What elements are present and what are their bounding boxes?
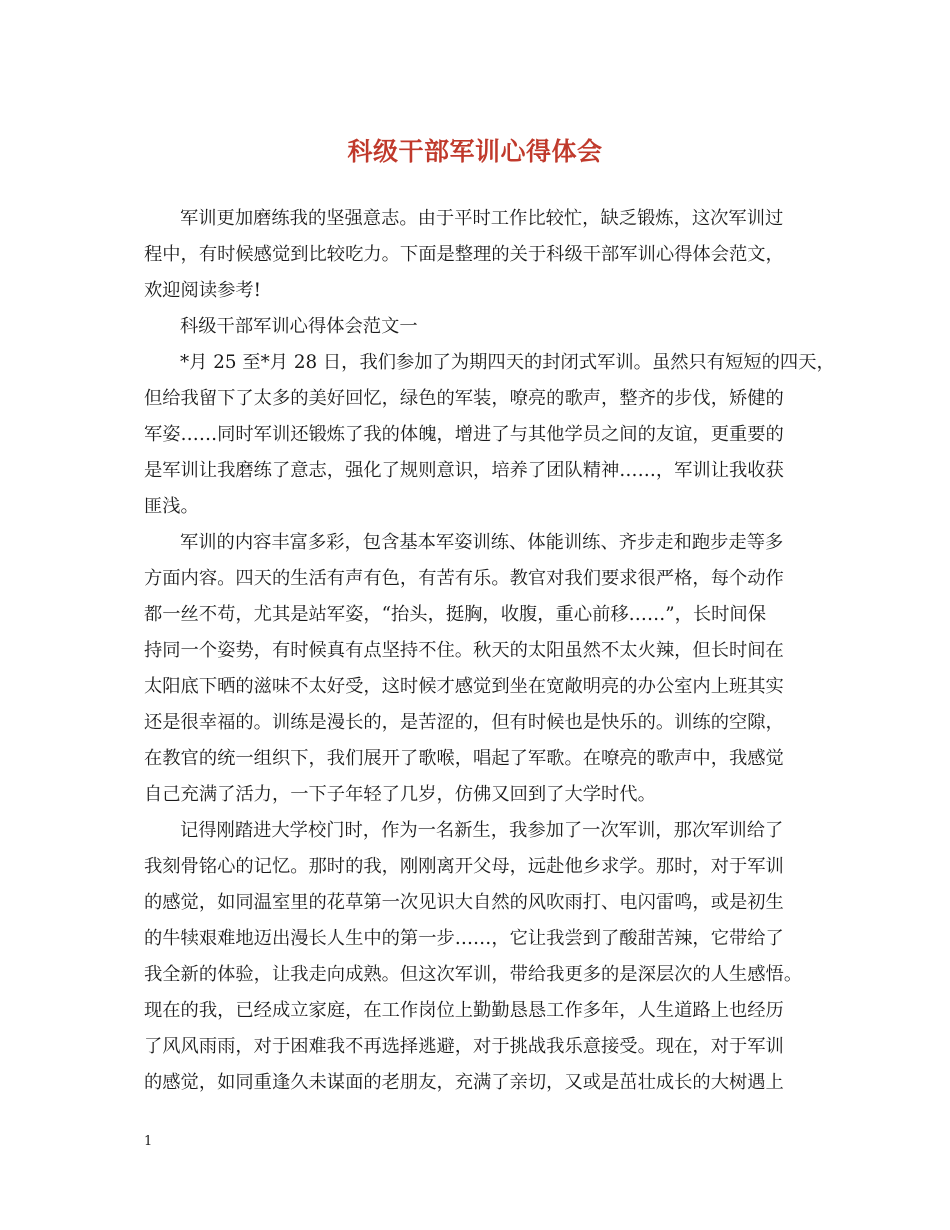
text-line: 军姿……同时军训还锻炼了我的体魄，增进了与其他学员之间的友谊，更重要的 bbox=[144, 424, 784, 445]
text-line: 程中，有时候感觉到比较吃力。下面是整理的关于科级干部军训心得体会范文， bbox=[144, 244, 784, 265]
text-line: 还是很幸福的。训练是漫长的，是苦涩的，但有时候也是快乐的。训练的空隙， bbox=[144, 712, 784, 733]
text-line: 军训更加磨练我的坚强意志。由于平时工作比较忙，缺乏锻炼，这次军训过 bbox=[180, 208, 784, 229]
text-line: 持同一个姿势，有时候真有点坚持不住。秋天的太阳虽然不太火辣，但长时间在 bbox=[144, 640, 784, 661]
text-line: 了风风雨雨，对于困难我不再选择逃避，对于挑战我乐意接受。现在，对于军训 bbox=[144, 1036, 784, 1057]
text-line: 我刻骨铭心的记忆。那时的我，刚刚离开父母，远赴他乡求学。那时，对于军训 bbox=[144, 856, 784, 877]
text-line: 匪浅。 bbox=[144, 496, 199, 517]
text-line: 的牛犊艰难地迈出漫长人生中的第一步……，它让我尝到了酸甜苦辣，它带给了 bbox=[144, 928, 784, 949]
document-title: 科级干部军训心得体会 bbox=[347, 137, 603, 166]
text-line: 现在的我，已经成立家庭，在工作岗位上勤勤恳恳工作多年，人生道路上也经历 bbox=[144, 1000, 784, 1021]
text-line: 都一丝不苟，尤其是站军姿，“抬头，挺胸，收腹，重心前移……”，长时间保 bbox=[144, 604, 766, 625]
section-heading: 科级干部军训心得体会范文一 bbox=[180, 316, 418, 337]
text-line: 欢迎阅读参考! bbox=[144, 280, 262, 301]
text-line: *月 25 至*月 28 日，我们参加了为期四天的封闭式军训。虽然只有短短的四天， bbox=[180, 352, 835, 373]
page-number: 1 bbox=[144, 1134, 153, 1149]
text-line: 的感觉，如同温室里的花草第一次见识大自然的风吹雨打、电闪雷鸣，或是初生 bbox=[144, 892, 784, 913]
text-line: 记得刚踏进大学校门时，作为一名新生，我参加了一次军训，那次军训给了 bbox=[180, 820, 784, 841]
text-line: 太阳底下晒的滋味不太好受，这时候才感觉到坐在宽敞明亮的办公室内上班其实 bbox=[144, 676, 784, 697]
text-line: 军训的内容丰富多彩，包含基本军姿训练、体能训练、齐步走和跑步走等多 bbox=[180, 532, 784, 553]
text-line: 但给我留下了太多的美好回忆，绿色的军装，嘹亮的歌声，整齐的步伐，矫健的 bbox=[144, 388, 784, 409]
text-line: 在教官的统一组织下，我们展开了歌喉，唱起了军歌。在嘹亮的歌声中，我感觉 bbox=[144, 748, 784, 769]
text-line: 的感觉，如同重逢久未谋面的老朋友，充满了亲切，又或是茁壮成长的大树遇上 bbox=[144, 1072, 784, 1093]
text-line: 是军训让我磨练了意志，强化了规则意识，培养了团队精神……，军训让我收获 bbox=[144, 460, 784, 481]
text-line: 我全新的体验，让我走向成熟。但这次军训，带给我更多的是深层次的人生感悟。 bbox=[144, 964, 803, 985]
text-line: 方面内容。四天的生活有声有色，有苦有乐。教官对我们要求很严格，每个动作 bbox=[144, 568, 784, 589]
text-line: 自己充满了活力，一下子年轻了几岁，仿佛又回到了大学时代。 bbox=[144, 784, 656, 805]
